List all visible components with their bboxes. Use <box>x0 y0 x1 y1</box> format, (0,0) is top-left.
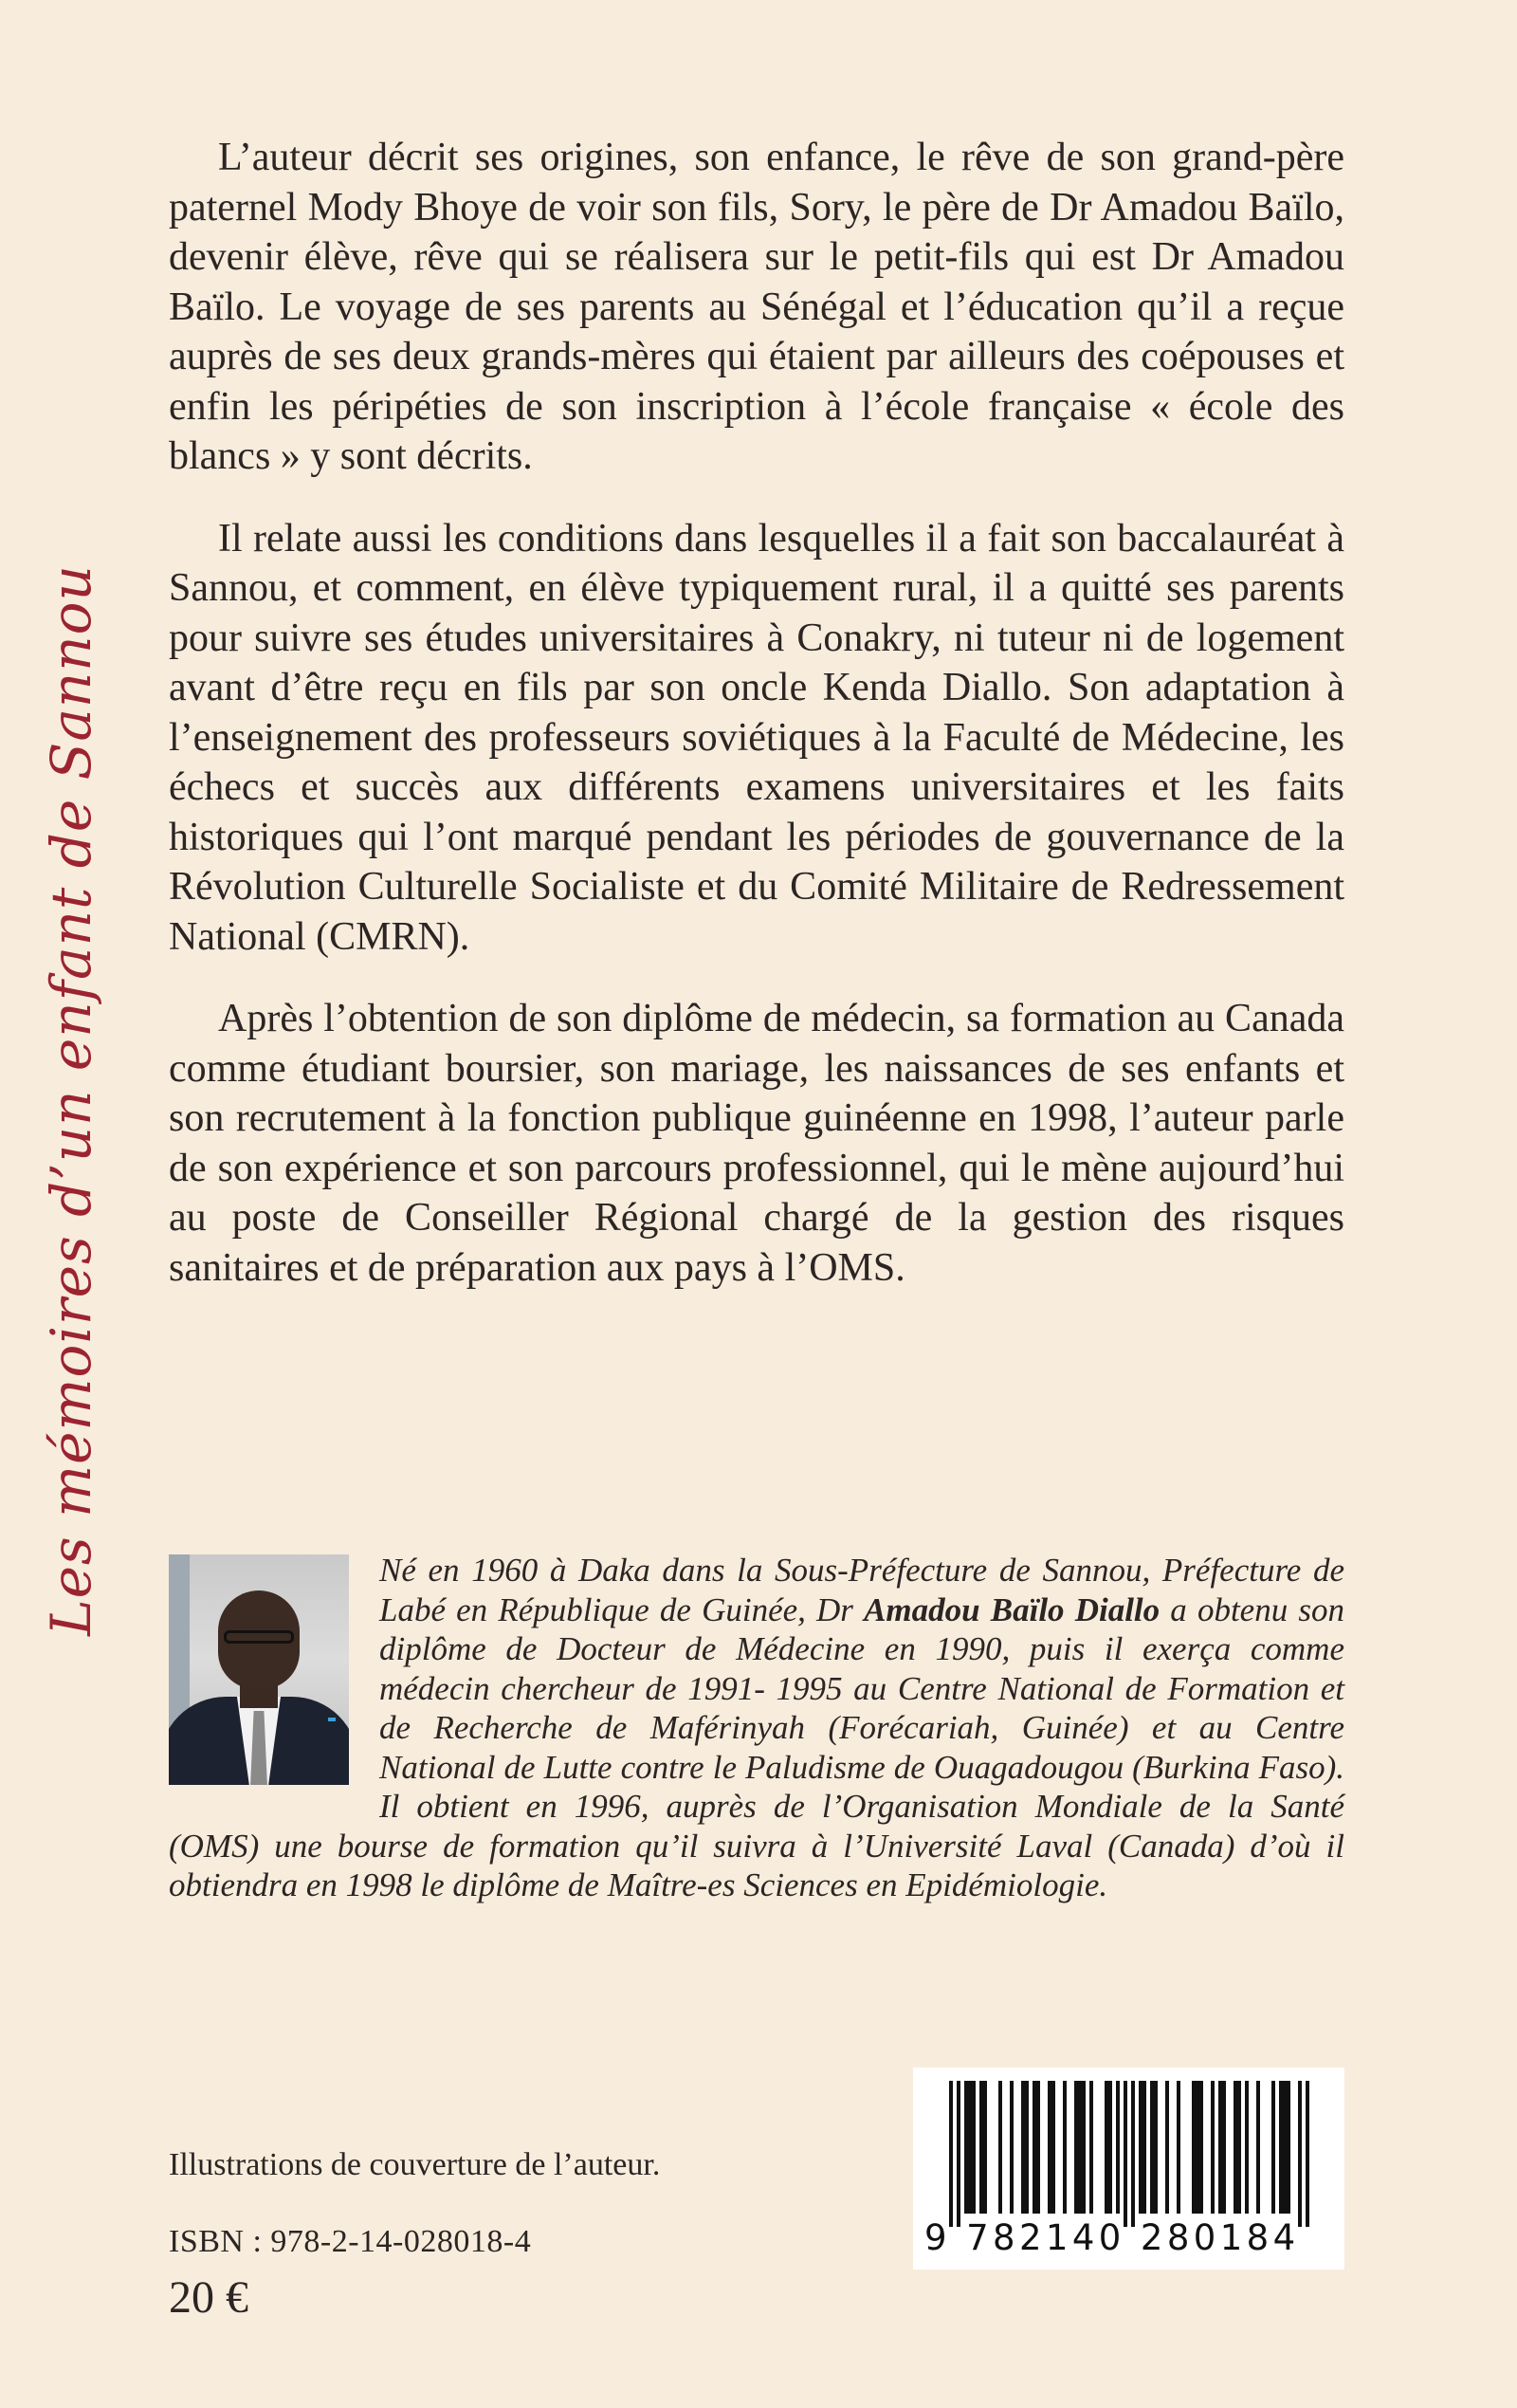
barcode-bar <box>1271 2081 1275 2214</box>
barcode-bar <box>1051 2081 1055 2214</box>
barcode-bar <box>1165 2081 1169 2214</box>
barcode-bar <box>1131 2081 1135 2227</box>
author-name: Amadou Baïlo Diallo <box>864 1590 1161 1628</box>
spine-title: Les mémoires d’un enfant de Sannou <box>39 564 103 1636</box>
bio-intro: Né en 1960 à Daka dans la Sous-Préfecture de Sannou, Préfecture de Labé en République de Guinée, Dr <box>379 1552 1344 1628</box>
barcode-bar <box>998 2081 1002 2214</box>
barcode-bar <box>1124 2081 1127 2227</box>
barcode-bar <box>1139 2081 1142 2214</box>
barcode-bar <box>1234 2081 1237 2214</box>
barcode-bar <box>1063 2081 1067 2214</box>
barcode-bar <box>1150 2081 1154 2214</box>
barcode-bar <box>1021 2081 1025 2214</box>
barcode-bar <box>1196 2081 1199 2214</box>
barcode-bar <box>1105 2081 1108 2214</box>
barcode-bar <box>1082 2081 1086 2214</box>
barcode-bar <box>1033 2081 1036 2214</box>
barcode-bar <box>1142 2081 1146 2214</box>
author-bio <box>169 1551 1344 1905</box>
barcode-bar <box>1177 2081 1180 2214</box>
summary-paragraph-2: Il relate aussi les conditions dans lesquelles il a fait son baccalauréat à Sannou, et comment, en élève typiquement rural, il a quitté ses parents pour suivre ses études universitaires à Conakry, ni tuteur ni de logement avant d’être reçu en fils par son oncle Kenda Diallo. Son adaptation à l’enseignement des professeurs soviétiques à la Faculté de Médecine, les échecs et succès aux différents examens universitaires et les faits historiques qui l’ont marqué pendant les périodes de gouvernance de la Révolution Culturelle Socialiste et du Comité Militaire de Redressement National (CMRN). <box>169 516 1344 959</box>
barcode-bar <box>1218 2081 1222 2214</box>
barcode-bar <box>1108 2081 1112 2214</box>
summary-paragraph-3: Après l’obtention de son diplôme de médecin, sa formation au Canada comme étudiant boursier, son mariage, les naissances de ses enfants et son recrutement à la fonction publique guinéenne en 1998, l’auteur parle de son expérience et son parcours professionnel, qui le mène aujourd’hui au poste de Conseiller Régional chargé de la gestion des risques sanitaires et de préparation aux pays à l’OMS. <box>169 997 1344 1290</box>
barcode-number: 9 782140 280184 <box>924 2217 1300 2258</box>
barcode-bar <box>1287 2081 1290 2214</box>
barcode-bar <box>1222 2081 1226 2214</box>
barcode-bar <box>1298 2081 1302 2227</box>
barcode-bar <box>1199 2081 1203 2214</box>
bio-rest: a obtenu son diplôme de Docteur de Médecine en 1990, puis il exerça comme médecin chercheur de 1991- 1995 au Centre National de Formation et de Recherche de Maférinyah (Forécariah, Guinée) et au Centre National de Lutte contre le Paludisme de Ouagadougou (Burkina Faso). Il obtient en 1996, auprès de l’Organisation Mondiale de la Santé (OMS) une bourse de formation qu’il suivra à l’Université Laval (Canada) d’où il obtiendra en 1998 le diplôme de Maître-es Sciences en Epidémiologie. <box>169 1590 1344 1903</box>
barcode-bar <box>1154 2081 1158 2214</box>
barcode-bar <box>1279 2081 1283 2214</box>
barcode-bar <box>1116 2081 1120 2214</box>
barcode-bar <box>1025 2081 1029 2214</box>
isbn: ISBN : 978-2-14-028018-4 <box>169 2224 532 2259</box>
barcode-bar <box>1010 2081 1014 2214</box>
barcode-bar <box>968 2081 972 2214</box>
barcode-bar <box>949 2081 953 2227</box>
barcode-bar <box>1245 2081 1249 2214</box>
barcode-bar <box>1237 2081 1241 2214</box>
barcode-bar <box>1089 2081 1093 2214</box>
barcode-bar <box>979 2081 983 2214</box>
barcode-bar <box>1256 2081 1260 2214</box>
barcode-bar <box>964 2081 968 2214</box>
book-summary <box>169 133 1344 1325</box>
summary-paragraph-1: L’auteur décrit ses origines, son enfance, le rêve de son grand-père paternel Mody Bhoye de voir son fils, Sory, le père de Dr Amadou Baïlo, devenir élève, rêve qui se réalisera sur le petit-fils qui est Dr Amadou Baïlo. Le voyage de ses parents au Sénégal et l’éducation qu’il a reçue auprès de ses deux grands-mères qui étaient par ailleurs des coépouses et enfin les péripéties de son inscription à l’école française « école des blancs » y sont décrits. <box>169 136 1344 478</box>
barcode-bar <box>957 2081 960 2227</box>
barcode-bar <box>1192 2081 1196 2214</box>
price: 20 € <box>169 2272 248 2323</box>
author-photo <box>169 1554 349 1785</box>
barcode-bar <box>972 2081 976 2214</box>
barcode-bar <box>1306 2081 1309 2227</box>
barcode-bar <box>1048 2081 1051 2214</box>
barcode-bar <box>1074 2081 1078 2214</box>
barcode-bar <box>1211 2081 1215 2214</box>
cover-credits: Illustrations de couverture de l’auteur. <box>169 2147 661 2182</box>
barcode-bar <box>1283 2081 1287 2214</box>
barcode-bar <box>983 2081 987 2214</box>
barcode-bar <box>1078 2081 1082 2214</box>
barcode <box>913 2068 1344 2270</box>
barcode-bar <box>1036 2081 1040 2214</box>
